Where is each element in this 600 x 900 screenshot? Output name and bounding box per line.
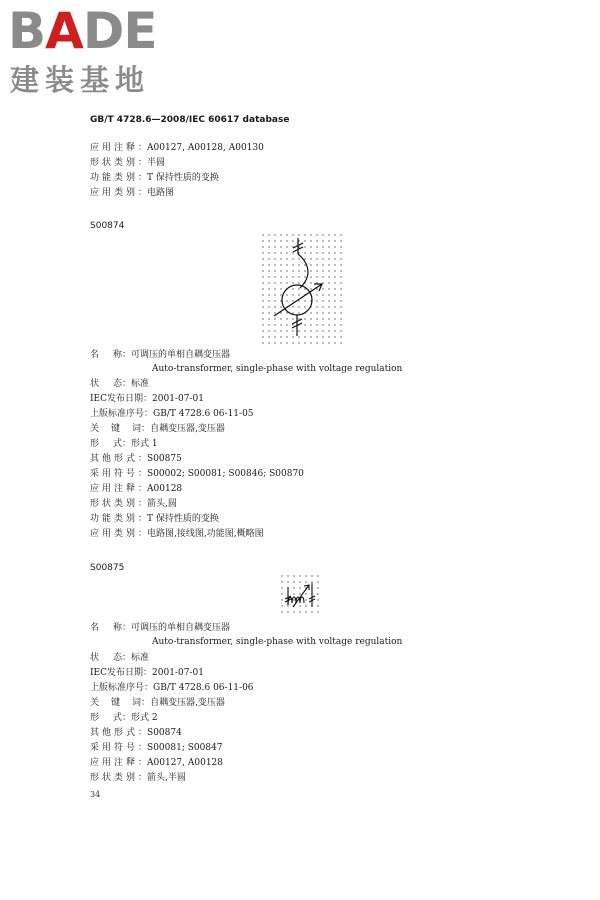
entry-code-s00875: S00875 (90, 563, 125, 573)
s00874-keywords-row: 关键词：自耦变压器,变压器 (90, 424, 225, 434)
s00874-english-name: Auto-transformer, single-phase with voltage regulation (152, 364, 403, 374)
s00875-keywords-row: 关键词：自耦变压器,变压器 (90, 698, 225, 708)
s00875-form-row: 形式：形式 2 (90, 713, 158, 723)
top-application-row: 应用类别：电路图 (90, 188, 175, 198)
s00874-shape-row: 形状类别：箭头,圆 (90, 499, 177, 509)
top-function-row: 功能类别：T 保持性质的变换 (90, 173, 219, 183)
symbol-grid (260, 232, 342, 344)
s00874-iec-date-row: IEC发布日期：2001-07-01 (90, 394, 204, 404)
s00874-used-symbols-row: 采用符号：S00002; S00081; S00846; S00870 (90, 469, 304, 479)
page-number: 34 (90, 790, 101, 799)
s00875-iec-date-row: IEC发布日期：2001-07-01 (90, 668, 204, 678)
symbol-s00875-figure (279, 573, 321, 613)
s00874-application-row: 应用类别：电路图,接线图,功能图,概略图 (90, 529, 264, 539)
top-shape-row: 形状类别：半圆 (90, 158, 166, 168)
s00874-other-form-row: 其他形式：S00875 (90, 454, 182, 464)
s00875-shape-row: 形状类别：箭头,半圆 (90, 773, 186, 783)
s00875-other-form-row: 其他形式：S00874 (90, 728, 182, 738)
entry-code-s00874: S00874 (90, 221, 125, 231)
symbol-s00874-figure (260, 232, 342, 344)
logo-subtitle: 建装基地 (10, 63, 151, 97)
top-note-row: 应用注释：A00127, A00128, A00130 (90, 143, 264, 153)
s00874-function-row: 功能类别：T 保持性质的变换 (90, 514, 219, 524)
s00874-status-row: 状态：标准 (90, 379, 150, 389)
s00875-used-symbols-row: 采用符号：S00081; S00847 (90, 743, 223, 753)
s00875-english-name: Auto-transformer, single-phase with voltage regulation (152, 637, 403, 647)
s00875-app-note-row: 应用注释：A00127, A00128 (90, 758, 224, 768)
standard-heading: GB/T 4728.6—2008/IEC 60617 database (90, 115, 290, 125)
s00874-prev-std-row: 上版标准序号：GB/T 4728.6 06-11-05 (90, 409, 254, 419)
s00875-status-row: 状态：标准 (90, 653, 150, 663)
brand-logo (8, 2, 188, 97)
s00874-app-note-row: 应用注释：A00128 (90, 484, 183, 494)
s00875-name-row: 名称：可调压的单相自耦变压器 (90, 623, 231, 633)
s00874-name-row: 名称：可调压的单相自耦变压器 (90, 350, 231, 360)
symbol-grid-small (279, 573, 321, 613)
logo-wordmark: BADE (8, 2, 157, 60)
s00874-form-row: 形式：形式 1 (90, 439, 158, 449)
s00875-prev-std-row: 上版标准序号：GB/T 4728.6 06-11-06 (90, 683, 254, 693)
